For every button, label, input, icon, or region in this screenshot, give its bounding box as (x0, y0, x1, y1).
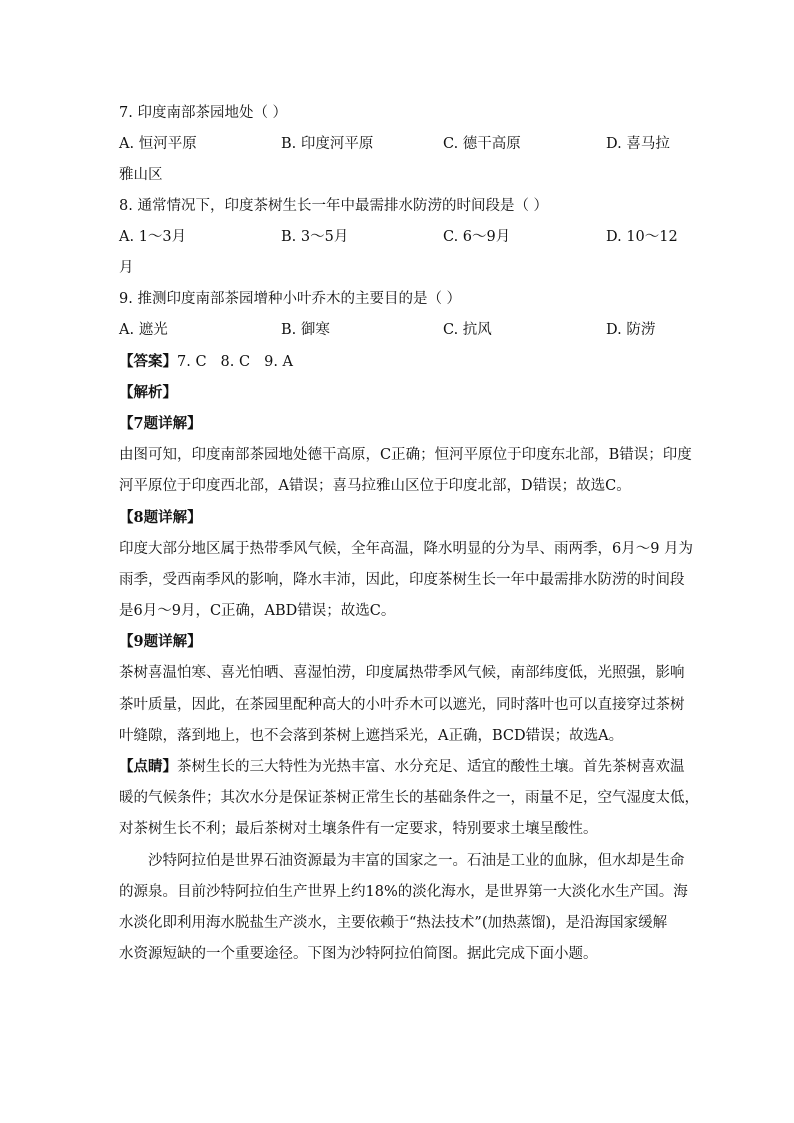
question-8-option-b: B. 3～5月 (281, 229, 349, 245)
question-7-stem: 7. 印度南部茶园地处（ ） (119, 105, 288, 121)
answer-item: 7. C (177, 354, 207, 370)
question-8-stem: 8. 通常情况下，印度茶树生长一年中最需排水防涝的时间段是（ ） (119, 198, 549, 214)
question-7-option-d: D. 喜马拉 (606, 136, 670, 152)
tip-text: 茶树生长的三大特性为光热丰富、水分充足、适宜的酸性土壤。首先茶树喜欢温 (177, 759, 685, 775)
answer-line (119, 352, 307, 372)
question-9-option-c: C. 抗风 (443, 322, 492, 338)
detail-8-line: 是6月～9月，C正确，ABD错误；故选C。 (119, 603, 396, 619)
analysis-label: 【解析】 (119, 384, 177, 401)
question-8-option-a: A. 1～3月 (119, 229, 187, 245)
question-9-option-d: D. 防涝 (606, 322, 656, 338)
detail-8-line: 印度大部分地区属于热带季风气候，全年高温，降水明显的分为旱、雨两季，6月～9 月为 (119, 541, 694, 557)
question-7-option-d-wrap: 雅山区 (119, 167, 163, 183)
tip-line: 对茶树生长不利；最后茶树对土壤条件有一定要求，特别要求土壤呈酸性。 (119, 821, 598, 837)
passage-line: 的源泉。目前沙特阿拉伯生产世界上约18%的淡化海水，是世界第一大淡化水生产国。海 (119, 884, 688, 900)
answer-item: 8. C (220, 354, 251, 370)
answer-item: 9. A (264, 354, 294, 370)
tip-first-line (119, 757, 685, 777)
detail-7-line: 河平原位于印度西北部，A错误；喜马拉雅山区位于印度北部，D错误；故选C。 (119, 478, 631, 494)
tip-label: 【点睛】 (119, 758, 177, 775)
detail-7-line: 由图可知，印度南部茶园地处德干高原，C正确；恒河平原位于印度东北部，B错误；印度 (119, 447, 692, 463)
question-7-option-b: B. 印度河平原 (281, 136, 374, 152)
detail-9-label: 【9题详解】 (119, 633, 202, 650)
question-9-option-a: A. 遮光 (119, 322, 168, 338)
question-8-option-d: D. 10～12 (606, 229, 678, 245)
detail-8-line: 雨季，受西南季风的影响，降水丰沛，因此，印度茶树生长一年中最需排水防涝的时间段 (119, 572, 685, 588)
question-7-option-a: A. 恒河平原 (119, 136, 197, 152)
passage-line: 水淡化即利用海水脱盐生产淡水，主要依赖于“热法技术”(加热蒸馏)，是沿海国家缓解 (119, 915, 668, 931)
question-8-option-d-wrap: 月 (119, 260, 134, 276)
passage-line: 水资源短缺的一个重要途径。下图为沙特阿拉伯简图。据此完成下面小题。 (119, 946, 598, 962)
detail-9-line: 叶缝隙，落到地上，也不会落到茶树上遮挡采光，A正确，BCD错误；故选A。 (119, 728, 624, 744)
detail-7-label: 【7题详解】 (119, 415, 202, 432)
question-8-option-c: C. 6～9月 (443, 229, 511, 245)
question-9-option-b: B. 御寒 (281, 322, 330, 338)
passage-line: 沙特阿拉伯是世界石油资源最为丰富的国家之一。石油是工业的血脉，但水却是生命 (148, 853, 685, 869)
answer-label: 【答案】 (119, 353, 177, 370)
detail-9-line: 茶树喜温怕寒、喜光怕晒、喜湿怕涝，印度属热带季风气候，南部纬度低，光照强，影响 (119, 665, 685, 681)
detail-9-line: 茶叶质量，因此，在茶园里配种高大的小叶乔木可以遮光，同时落叶也可以直接穿过茶树 (119, 697, 685, 713)
detail-8-label: 【8题详解】 (119, 509, 202, 526)
tip-line: 暖的气候条件；其次水分是保证茶树正常生长的基础条件之一，雨量不足，空气湿度太低， (119, 790, 699, 806)
question-7-option-c: C. 德干高原 (443, 136, 521, 152)
question-9-stem: 9. 推测印度南部茶园增种小叶乔木的主要目的是（ ） (119, 291, 462, 307)
